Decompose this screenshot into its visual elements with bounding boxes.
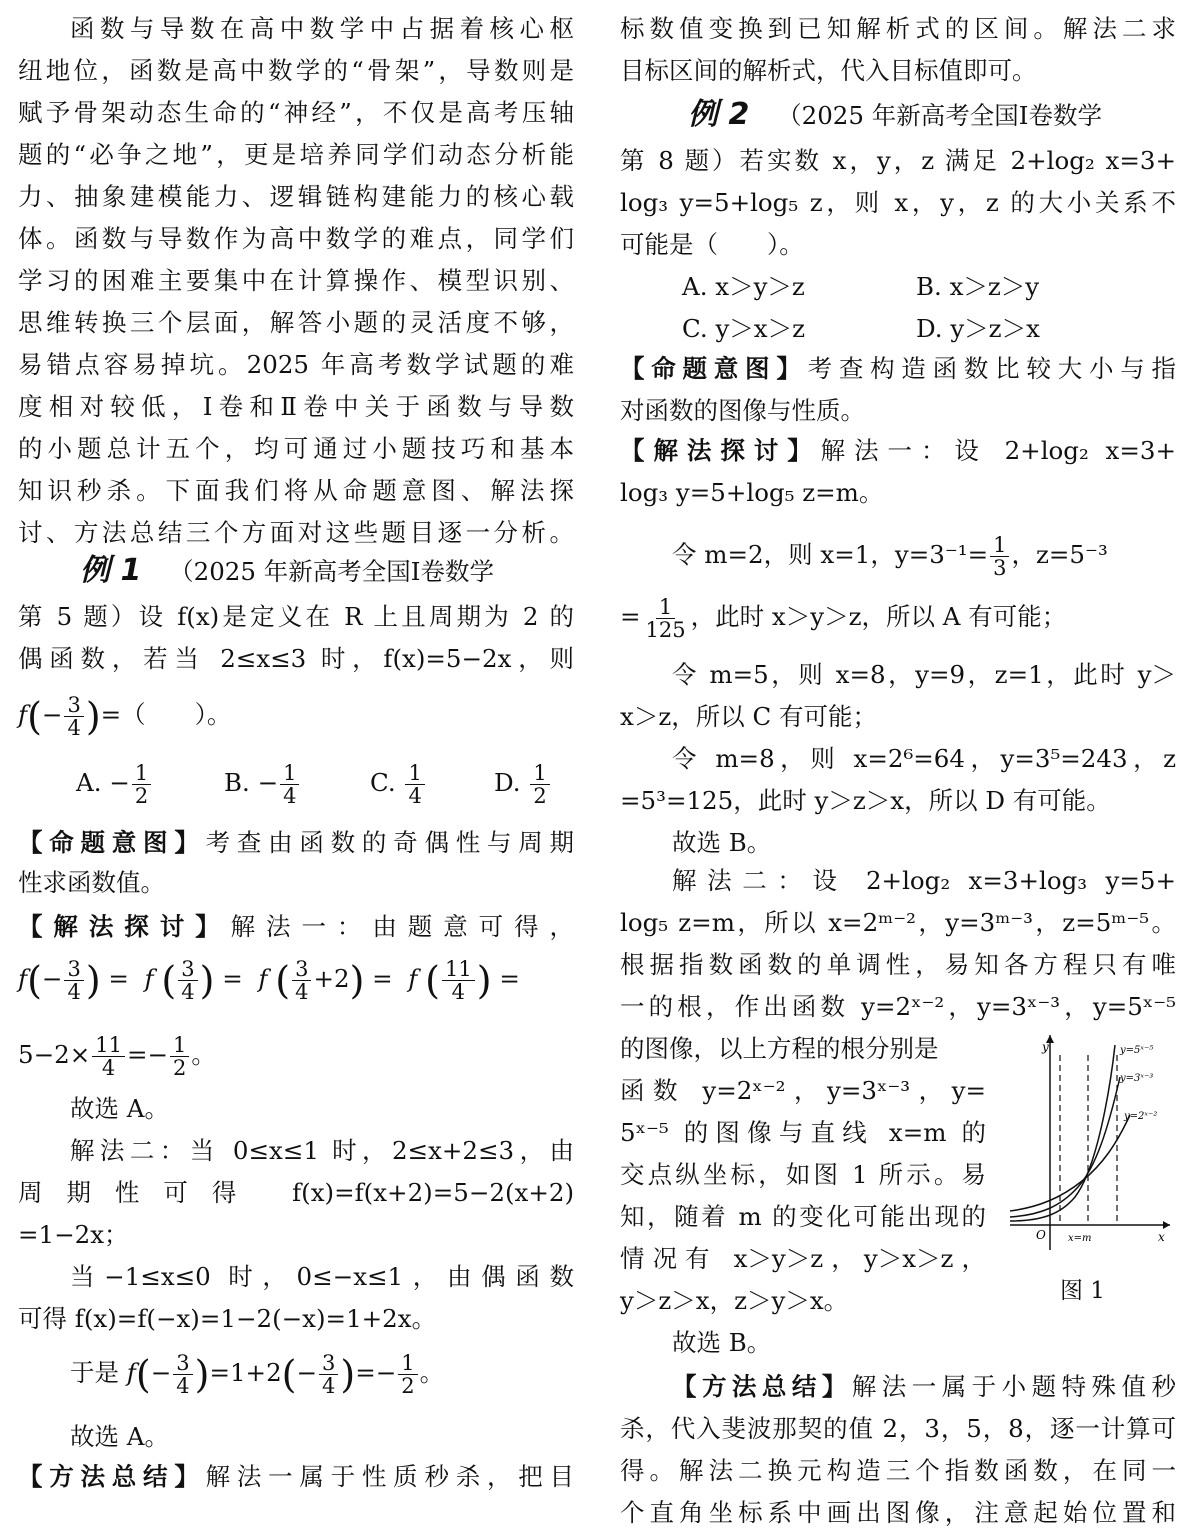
intent-2: 【命题意图】考查构造函数比较大小与指 bbox=[620, 354, 1177, 383]
m5-line: 令 m=5，则 x=8，y=9，z=1，此时 y＞ bbox=[672, 660, 1176, 689]
solution-2-result: 于是 f(− $\frac{3}{4}$ )=1+2(− $\frac{3}{4}$ )=− $\frac{1}{2}$ 。 bbox=[70, 1351, 445, 1399]
intro-line: 讨、方法总结三个方面对这些题目逐一分析。 bbox=[18, 518, 574, 547]
example-1-question: f(− $\frac{3}{4}$ )=（ ）。 bbox=[18, 693, 232, 741]
solution-2-line: =1−2x； bbox=[18, 1220, 129, 1249]
m8-line-cont: =5³=125，此时 y＞z＞x，所以 D 有可能。 bbox=[620, 786, 1111, 815]
example-1-text: 偶函数，若当 2≤x≤3 时，f(x)=5−2x，则 bbox=[18, 644, 574, 673]
solution-1-equation: f(− $\frac{3}{4}$ ) = f ( $\frac{3}{4}$ ) = f ( $\frac{3}{4}$ +2) = f ( $\frac{11}{4}$ ) = bbox=[18, 957, 520, 1005]
option-c: C. y＞x＞z bbox=[682, 314, 806, 343]
solution-2b-line: 根据指数函数的单调性，易知各方程只有唯 bbox=[620, 950, 1176, 979]
x-axis-arrow bbox=[1163, 1221, 1170, 1229]
answer-1: 故选 A。 bbox=[70, 1094, 169, 1123]
solution-line: log₃ y=5+log₅ z=m。 bbox=[620, 478, 884, 507]
y-axis-label: y bbox=[1042, 1040, 1049, 1054]
example-2-heading bbox=[620, 97, 1176, 132]
option-b: B. − $\frac{1}{4}$ bbox=[224, 762, 301, 807]
solution-2-line: 周期性可得 f(x)=f(x+2)=5−2(x+2) bbox=[18, 1178, 574, 1207]
solution-2b-line: y＞z＞x，z＞y＞x。 bbox=[620, 1286, 849, 1315]
figure-caption: 图 1 bbox=[1060, 1278, 1105, 1304]
summary-2-line: 杀，代入斐波那契的值 2，3，5，8，逐一计算可 bbox=[620, 1414, 1176, 1443]
intent-1: 【命题意图】考查由函数的奇偶性与周期 bbox=[18, 828, 575, 857]
solution-1-result: 5−2× $\frac{11}{4}$ =− $\frac{1}{2}$ 。 bbox=[18, 1033, 216, 1081]
solution-2b-line: 一的根，作出函数 y=2ˣ⁻²，y=3ˣ⁻³，y=5ˣ⁻⁵ bbox=[620, 992, 1176, 1021]
solution-2b-line: 解法二：设 2+log₂ x=3+log₃ y=5+ bbox=[672, 866, 1176, 895]
x-axis-label: x bbox=[1158, 1230, 1165, 1244]
option-d: D. y＞z＞x bbox=[916, 314, 1040, 343]
answer-1-again: 故选 A。 bbox=[70, 1422, 169, 1451]
intro-line: 题的“必争之地”，更是培养同学们动态分析能 bbox=[18, 140, 574, 169]
solution-heading-2: 【解法探讨】解法一：设 2+log₂ x=3+ bbox=[620, 436, 1176, 465]
cont-line: 目标区间的解析式，代入目标值即可。 bbox=[620, 56, 1037, 85]
solution-2b-line: 交点纵坐标，如图 1 所示。易 bbox=[620, 1160, 986, 1189]
solution-1-heading: 【解法探讨】解法一：由题意可得， bbox=[18, 912, 575, 941]
option-a: A. − $\frac{1}{2}$ bbox=[76, 762, 153, 807]
solution-2b-line: log₅ z=m，所以 x=2ᵐ⁻²，y=3ᵐ⁻³，z=5ᵐ⁻⁵。 bbox=[620, 908, 1176, 937]
curve-3x bbox=[1010, 1077, 1120, 1217]
solution-2-line: 解法二：当 0≤x≤1 时，2≤x+2≤3，由 bbox=[70, 1136, 574, 1165]
curve-2x bbox=[1010, 1115, 1130, 1211]
solution-2b-line: 知，随着 m 的变化可能出现的 bbox=[620, 1202, 986, 1231]
intro-line: 的小题总计五个，均可通过小题技巧和基本 bbox=[18, 434, 574, 463]
intro-line: 体。函数与导数作为高中数学的难点，同学们 bbox=[18, 224, 574, 253]
intro-line: 纽地位，函数是高中数学的“骨架”，导数则是 bbox=[18, 56, 574, 85]
m8-line: 令 m=8，则 x=2⁶=64，y=3⁵=243，z bbox=[672, 744, 1176, 773]
m2-line-cont: = $\frac{1}{125}$ ，此时 x＞y＞z，所以 A 有可能； bbox=[620, 595, 1067, 643]
curve-2x-label: y=2ˣ⁻² bbox=[1124, 1111, 1158, 1122]
example-2-text: log₃ y=5+log₅ z，则 x，y，z 的大小关系不 bbox=[620, 188, 1176, 217]
curve-5x-label: y=5ˣ⁻⁵ bbox=[1120, 1045, 1154, 1056]
cont-line: 标数值变换到已知解析式的区间。解法二求 bbox=[620, 14, 1176, 43]
intro-line: 易错点容易掉坑。2025 年高考数学试题的难 bbox=[18, 350, 574, 379]
example-1-options bbox=[18, 762, 574, 812]
intro-line: 知识秒杀。下面我们将从命题意图、解法探 bbox=[18, 476, 574, 505]
answer-2: 故选 B。 bbox=[672, 828, 772, 857]
example-1-source: （2025 年新高考全国Ⅰ卷数学 bbox=[169, 557, 494, 586]
option-b: B. x＞z＞y bbox=[916, 272, 1040, 301]
example-2-text: 可能是（ ）。 bbox=[620, 230, 804, 259]
intro-line: 思维转换三个层面，解答小题的灵活度不够， bbox=[18, 308, 574, 337]
intent-1-cont: 性求函数值。 bbox=[18, 868, 165, 897]
figure-1 bbox=[1000, 1025, 1180, 1255]
xm-label: x=m bbox=[1068, 1233, 1092, 1244]
answer-2b: 故选 B。 bbox=[672, 1328, 772, 1357]
summary-2-line: 得。解法二换元构造三个指数函数，在同一 bbox=[620, 1456, 1176, 1485]
m2-line: 令 m=2，则 x=1，y=3⁻¹= $\frac{1}{3}$ ，z=5⁻³ bbox=[672, 533, 1108, 581]
figure-1-graph bbox=[1000, 1025, 1180, 1255]
option-d: D. $\frac{1}{2}$ bbox=[494, 762, 552, 807]
example-2-label: 例 2 bbox=[688, 97, 750, 132]
curve-3x-label: y=3ˣ⁻³ bbox=[1120, 1073, 1154, 1084]
summary-2: 【方法总结】解法一属于小题特殊值秒 bbox=[672, 1372, 1176, 1401]
option-a: A. x＞y＞z bbox=[682, 272, 805, 301]
intro-line: 赋予骨架动态生命的“神经”，不仅是高考压轴 bbox=[18, 98, 574, 127]
intro-line: 力、抽象建模能力、逻辑链构建能力的核心载 bbox=[18, 182, 574, 211]
example-1-label: 例 1 bbox=[80, 553, 142, 588]
intro-line: 度相对较低，Ⅰ卷和Ⅱ卷中关于函数与导数 bbox=[18, 392, 574, 421]
example-1-heading bbox=[18, 553, 574, 588]
solution-2b-line: 函数 y=2ˣ⁻²，y=3ˣ⁻³，y= bbox=[620, 1076, 986, 1105]
summary-1: 【方法总结】解法一属于性质秒杀，把目 bbox=[18, 1462, 575, 1491]
m5-line-cont: x＞z，所以 C 有可能； bbox=[620, 702, 878, 731]
origin-label: O bbox=[1036, 1228, 1046, 1242]
intent-2-cont: 对函数的图像与性质。 bbox=[620, 396, 865, 425]
example-1-text: 第 5 题）设 f(x)是定义在 R 上且周期为 2 的 bbox=[18, 602, 574, 631]
example-2-text: 第 8 题）若实数 x，y，z 满足 2+log₂ x=3+ bbox=[620, 146, 1176, 175]
solution-2b-line: 5ˣ⁻⁵ 的图像与直线 x=m 的 bbox=[620, 1118, 986, 1147]
solution-2b-line: 的图像，以上方程的根分别是 bbox=[620, 1034, 939, 1063]
intro-line: 学习的困难主要集中在计算操作、模型识别、 bbox=[18, 266, 574, 295]
solution-2b-line: 情况有 x＞y＞z，y＞x＞z， bbox=[620, 1244, 986, 1273]
solution-2-line: 当−1≤x≤0 时，0≤−x≤1，由偶函数 bbox=[70, 1262, 574, 1291]
example-2-source: （2025 年新高考全国Ⅰ卷数学 bbox=[777, 101, 1102, 130]
solution-2-line: 可得 f(x)=f(−x)=1−2(−x)=1+2x。 bbox=[18, 1304, 437, 1333]
intro-line: 函数与导数在高中数学中占据着核心枢 bbox=[70, 14, 574, 43]
option-c: C. $\frac{1}{4}$ bbox=[370, 762, 427, 807]
summary-2-line: 个直角坐标系中画出图像，注意起始位置和 bbox=[620, 1498, 1176, 1527]
